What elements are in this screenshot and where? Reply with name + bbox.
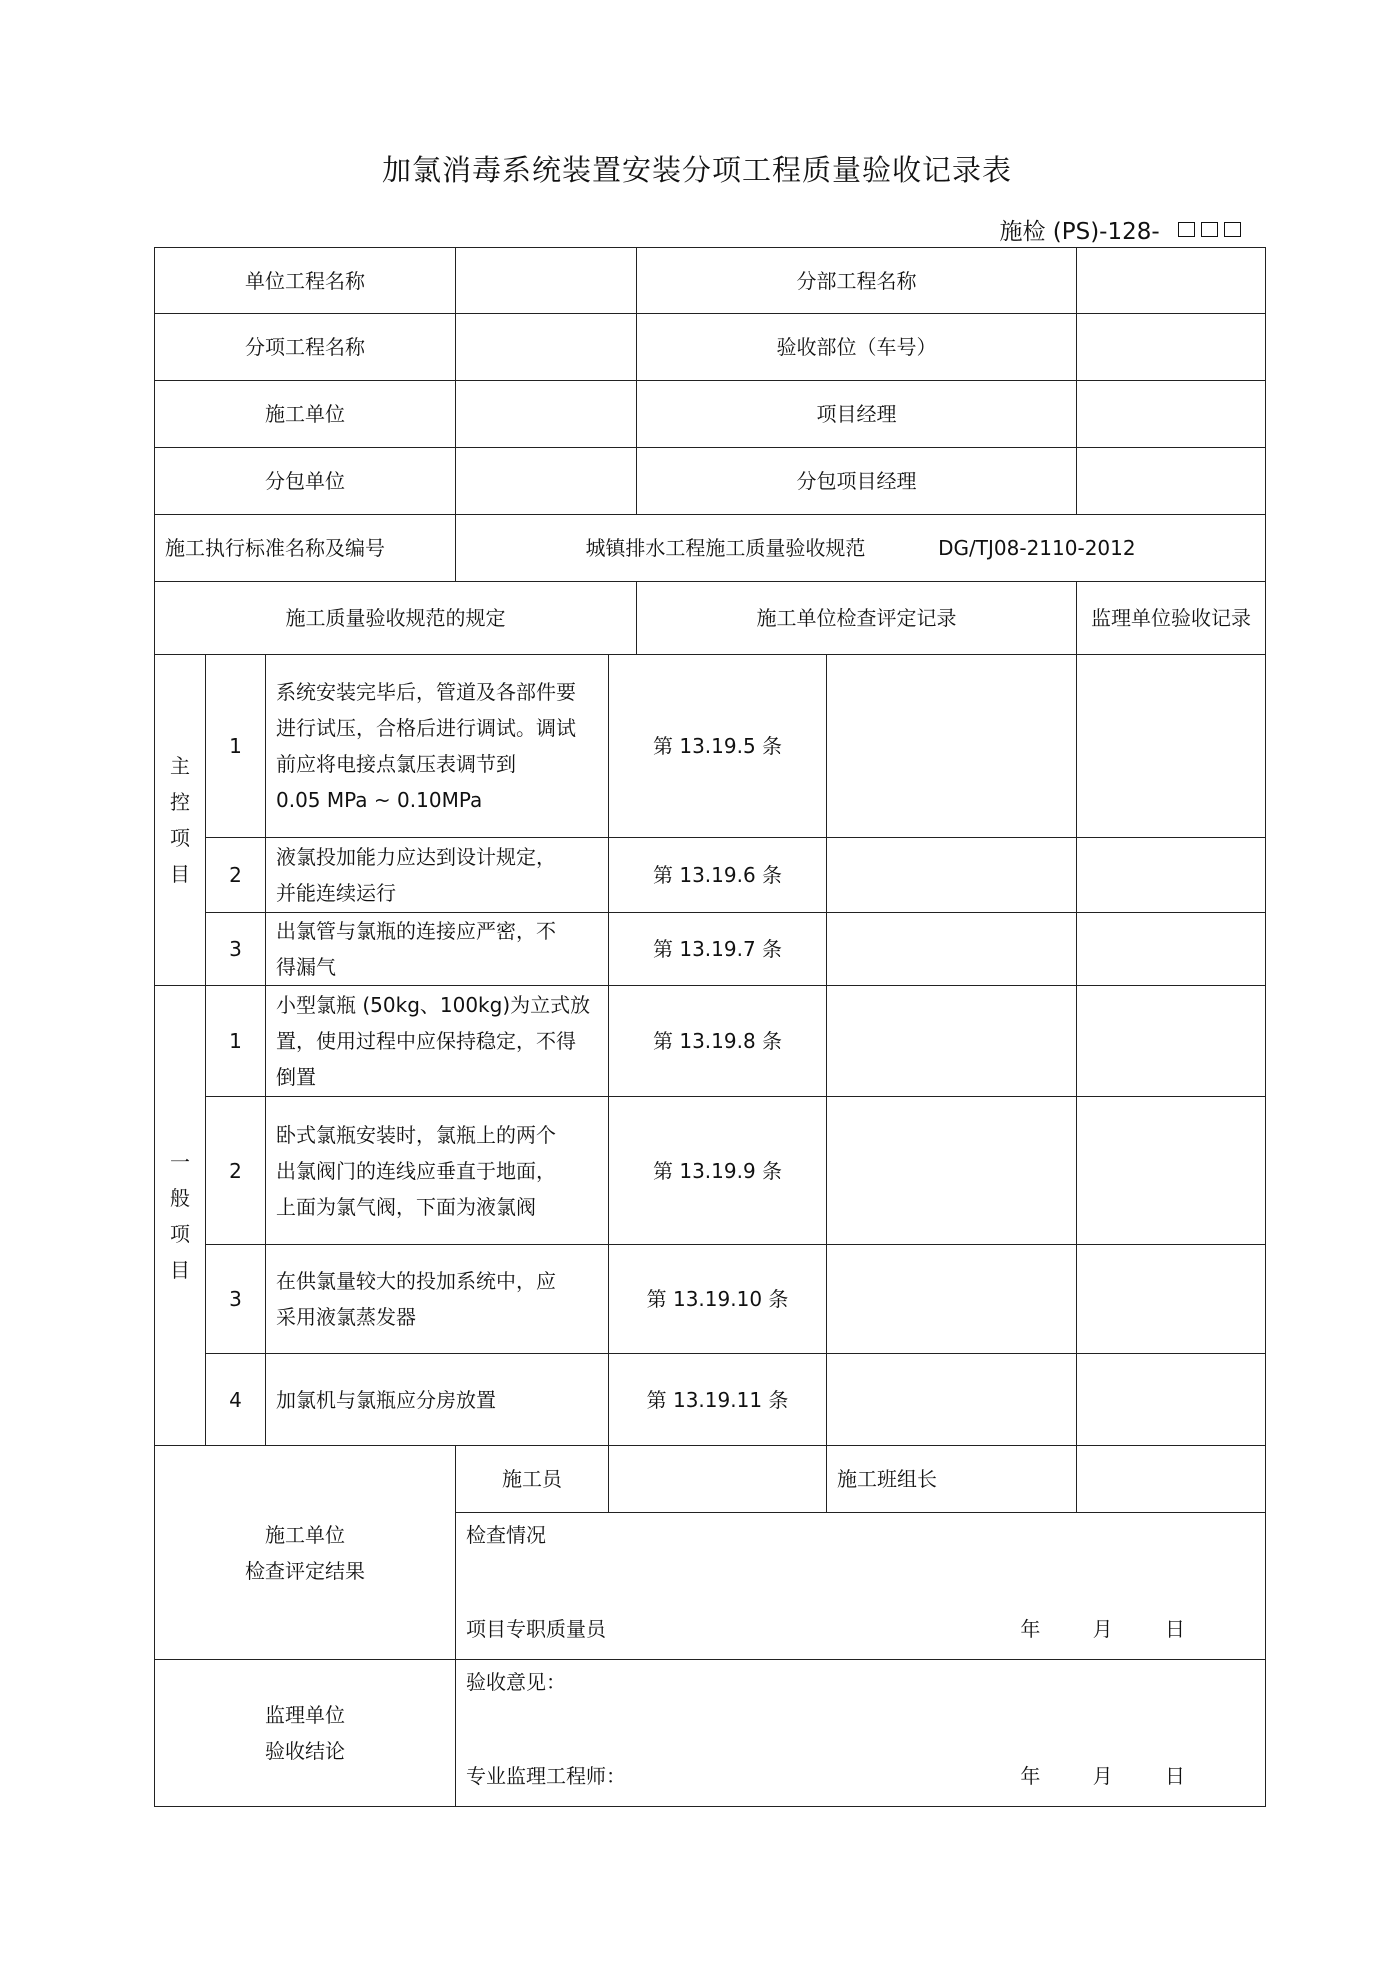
item-number: 4 [206, 1354, 266, 1446]
construction-result-label-line2: 检查评定结果 [245, 1558, 365, 1583]
subcontract-unit-label: 分包单位 [155, 448, 456, 515]
item-clause: 第 13.19.8 条 [609, 986, 827, 1097]
supervision-check-cell[interactable] [1077, 986, 1266, 1097]
standard-label: 施工执行标准名称及编号 [155, 515, 456, 582]
quality-officer-label: 项目专职质量员 [466, 1617, 607, 1641]
standard-name: 城镇排水工程施工质量验收规范 [585, 536, 866, 560]
item-clause: 第 13.19.6 条 [609, 838, 827, 913]
item-requirement: 卧式氯瓶安装时，氯瓶上的两个出氯阀门的连线应垂直于地面，上面为氯气阀，下面为液氯阀 [266, 1097, 609, 1245]
project-manager-label: 项目经理 [637, 381, 1077, 448]
item-clause: 第 13.19.5 条 [609, 655, 827, 838]
item-clause: 第 13.19.11 条 [609, 1354, 827, 1446]
date-day: 日 [1165, 1764, 1186, 1788]
construction-check-cell[interactable] [827, 838, 1077, 913]
supervision-engineer-label: 专业监理工程师： [466, 1764, 627, 1788]
item-requirement: 加氯机与氯瓶应分房放置 [266, 1354, 609, 1446]
main-items-text: 主控项目 [170, 754, 190, 886]
acceptance-part-label: 验收部位（车号） [637, 314, 1077, 381]
unit-project-value[interactable] [456, 248, 637, 314]
project-manager-value[interactable] [1077, 381, 1266, 448]
construction-check-cell[interactable] [827, 913, 1077, 986]
construction-result-label-line1: 施工单位 [265, 1522, 345, 1547]
acceptance-part-value[interactable] [1077, 314, 1266, 381]
construction-date [974, 1611, 1185, 1647]
date-month: 月 [1092, 1764, 1113, 1788]
construction-unit-label: 施工单位 [155, 381, 456, 448]
supervision-opinion-cell[interactable] [456, 1660, 1266, 1807]
worker-label: 施工员 [456, 1446, 609, 1513]
item-clause: 第 13.19.9 条 [609, 1097, 827, 1245]
standard-value [456, 515, 1266, 582]
supervision-check-cell[interactable] [1077, 838, 1266, 913]
unit-project-label: 单位工程名称 [155, 248, 456, 314]
construction-check-cell[interactable] [827, 1097, 1077, 1245]
supervision-result-label [155, 1660, 456, 1807]
acceptance-record-table [154, 247, 1266, 1807]
item-number: 1 [206, 986, 266, 1097]
supervision-check-cell[interactable] [1077, 1354, 1266, 1446]
supervision-check-cell[interactable] [1077, 655, 1266, 838]
team-leader-value[interactable] [1077, 1446, 1266, 1513]
item-number: 2 [206, 838, 266, 913]
date-day: 日 [1165, 1617, 1186, 1641]
team-leader-label: 施工班组长 [827, 1446, 1077, 1513]
subcontract-manager-value[interactable] [1077, 448, 1266, 515]
construction-result-label [155, 1446, 456, 1660]
construction-check-cell[interactable] [827, 655, 1077, 838]
subcontract-manager-label: 分包项目经理 [637, 448, 1077, 515]
form-code-text: 施检 (PS)-128- [999, 219, 1160, 245]
supervision-check-cell[interactable] [1077, 913, 1266, 986]
form-code [999, 213, 1244, 246]
item-requirement: 液氯投加能力应达到设计规定，并能连续运行 [266, 838, 609, 913]
date-year: 年 [1020, 1617, 1041, 1641]
subitem-project-value[interactable] [456, 314, 637, 381]
supervision-result-label-line2: 验收结论 [265, 1739, 345, 1763]
item-clause: 第 13.19.7 条 [609, 913, 827, 986]
construction-check-cell[interactable] [827, 1354, 1077, 1446]
item-number: 1 [206, 655, 266, 838]
standard-code: DG/TJ08-2110-2012 [938, 536, 1136, 560]
spec-column-header: 施工质量验收规范的规定 [155, 582, 637, 655]
supervision-check-cell[interactable] [1077, 1245, 1266, 1354]
item-requirement: 小型氯瓶 (50kg、100kg)为立式放置，使用过程中应保持稳定，不得倒置 [266, 986, 609, 1097]
subitem-project-label: 分项工程名称 [155, 314, 456, 381]
general-items-label [155, 986, 206, 1446]
construction-record-header: 施工单位检查评定记录 [637, 582, 1077, 655]
subcontract-unit-value[interactable] [456, 448, 637, 515]
opinion-label: 验收意见： [466, 1670, 567, 1694]
date-year: 年 [1020, 1764, 1041, 1788]
date-month: 月 [1092, 1617, 1113, 1641]
supervision-check-cell[interactable] [1077, 1097, 1266, 1245]
item-number: 3 [206, 1245, 266, 1354]
item-requirement: 系统安装完毕后，管道及各部件要进行试压，合格后进行调试。调试前应将电接点氯压表调节到 0.05 MPa ~ 0.10MPa [266, 655, 609, 838]
item-number: 3 [206, 913, 266, 986]
worker-value[interactable] [609, 1446, 827, 1513]
item-clause: 第 13.19.10 条 [609, 1245, 827, 1354]
main-items-label [155, 655, 206, 986]
supervision-record-header: 监理单位验收记录 [1077, 582, 1266, 655]
item-number: 2 [206, 1097, 266, 1245]
division-project-value[interactable] [1077, 248, 1266, 314]
supervision-date [974, 1758, 1185, 1794]
form-number-boxes [1175, 219, 1244, 245]
supervision-result-label-line1: 监理单位 [265, 1703, 345, 1727]
item-requirement: 出氯管与氯瓶的连接应严密，不得漏气 [266, 913, 609, 986]
construction-check-cell[interactable] [827, 986, 1077, 1097]
form-title: 加氯消毒系统装置安装分项工程质量验收记录表 [381, 153, 1012, 187]
inspection-label: 检查情况 [466, 1523, 547, 1547]
division-project-label: 分部工程名称 [637, 248, 1077, 314]
inspection-cell[interactable] [456, 1513, 1266, 1660]
construction-unit-value[interactable] [456, 381, 637, 448]
construction-check-cell[interactable] [827, 1245, 1077, 1354]
item-requirement: 在供氯量较大的投加系统中，应采用液氯蒸发器 [266, 1245, 609, 1354]
general-items-text: 一般项目 [170, 1149, 190, 1282]
